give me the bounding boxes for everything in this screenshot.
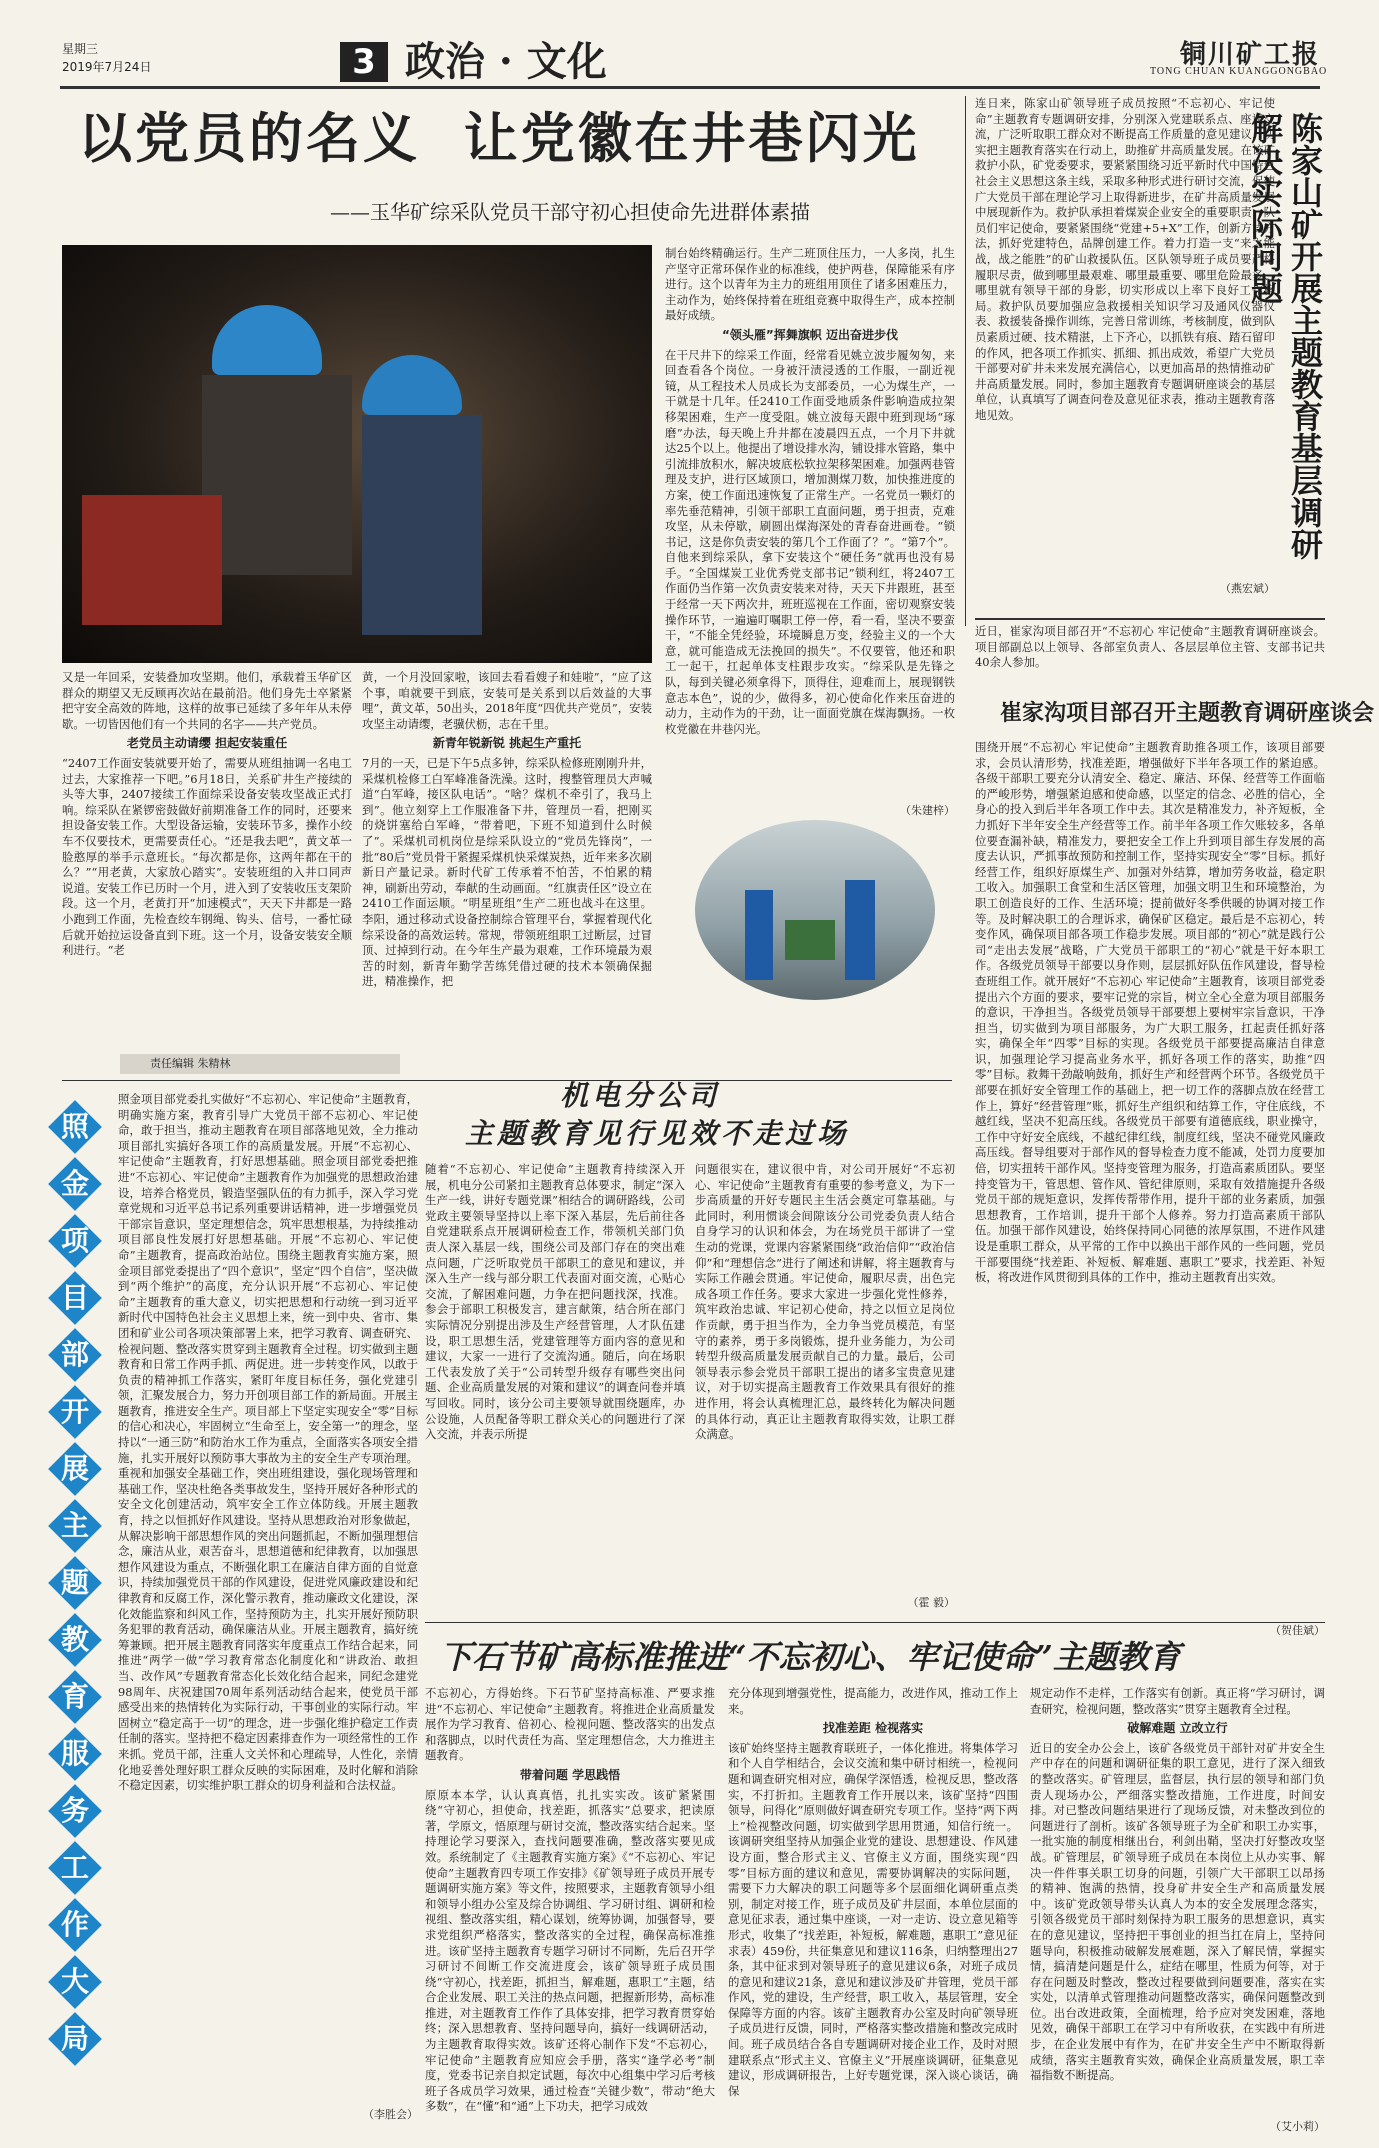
lead-para-5: 制台始终精确运行。生产二班顶住压力，一人多岗，扎生产坚守正常环保作业的标准线，使护两巷，保障能采有序进行。这个以青年为主力的班组用顶住了诸多困难压力，主动作为，始终保持着在班组竞赛中取得生产，成本控制最好成绩。 <box>665 246 955 323</box>
title-char: 育 <box>60 1680 89 1713</box>
cuijiagou-body: 围绕开展“不忘初心 牢记使命”主题教育助推各项工作，该项目部要求，会员认清形势，找准差距，增强做好下半年各项工作的紧迫感。各级干部职工要充分认清安全、稳定、廉洁、环保、经营等工作面临的严峻形势，增强紧迫感和使命感，以坚定的信念、必胜的信心，全身心的投入到后半年各项工作中去。其次是精准发力，补齐短板，全力抓好下半年安全生产经营等工作。前半年各项工作欠账较多，各单位要查漏补缺，精准发力，要把安全工作上升到项目部生存发展的高度去认识，严抓事故预防和控制工作，坚持实现安全“零”目标。抓好经营工作，组织好原煤生产、加强对外结算，增加劳务收益，稳定职工收入。加强职工食堂和生活区管理，加强文明卫生和环境整治，为职工创造良好的工作、生活环境；提前做好冬季供暖的协调对接工作等。及时解决职工的合理诉求，确保矿区稳定。最后是不忘初心，转变作风，确保项目部各项工作稳步发展。项目部的“初心”就是践行公司“走出去发展”战略，广大党员干部职工的“初心”就是干好本职工作。各级党员领导干部要以身作则，层层抓好队伍作风建设，督导检查班组工作。就开展好“不忘初心 牢记使命”主题教育，该项目部党委提出六个方面的要求，要牢记党的宗旨，树立全心全意为项目部服务的意识，干净担当。各级党员领导干部要想上要树牢宗旨意识，干净担当，切实做到为项目部服务，为广大职工服务，扛起责任抓好落实，确保全年“四零”目标的实现。各级党员干部要提高廉洁自律意识，加强理论学习提高业务水平，抓好各项工作的落实，助推“四零”目标。救舞干劲敲响鼓角，抓好生产和经营两个环节。各级党员干部要在抓好安全管理工作的基础上，把一切工作的落脚点放在经营工作上，算好“经营管理”账，抓好生产组织和结算工作，守住底线，不越红线，坚决不犯高压线。各级党员干部要有道德底线，职业操守，工作中守好安全底线，不越纪律红线，制度红线，坚决不碰党风廉政高压线。督导组要对于部作风的督导检查力度不能减，处罚力度要加倍，切实扭转干部作风。坚持变管理为服务，打造高素质团队。要坚持变管为干，管思想、管作风、管纪律原则，采取有效措施提升各级党员干部的规矩意识，发挥传帮带作用，提升干部的业务素质，加强思想教育，工作培训，提升干部个人修养。努力打造高素质干部队伍。加强干部作风建设，始终保持同心同德的浓厚氛围，不进作风建设是重职工群众，从平常的工作中以换出干部作风的一些问题，党员干部要围绕“找差距、补短板、解难题、惠职工”要求，找差距、补短板，将改进作风贯彻到具体的工作中，推动主题教育出实效。 <box>975 740 1325 1285</box>
divider-cuijiagou <box>975 618 1325 620</box>
lead-heading-2: 新青年锐新锐 挑起生产重托 <box>432 736 582 751</box>
lead-heading-1: 老党员主动请缨 担起安装重任 <box>126 736 288 751</box>
divider-right <box>965 96 966 626</box>
miners-photo <box>62 245 652 663</box>
xiashijie-para-6: 近日的安全办公会上，该矿各级党员干部针对矿井安全生产中存在的问题和调研征集的职工意见，进行了深入细致的整改落实。矿管理层，监督层，执行层的领导和部门负责人现场办公，严细落实整改措施，工作进度，时间安排。对已整改问题结果进行了现场反馈，对未整改到位的问题进行了剖析。该矿各领导班子为全矿和职工办实事，一批实施的制度相继出台，利剑出鞘，坚决打好整改攻坚战。矿管理层，矿领导班子成员在本岗位上从办实事、解决一件件事关职工切身的问题，引领广大干部职工以昂扬的精神、饱满的热情，投身矿井安全生产和高质量发展中。该矿党政领导带头认真人为本的安全发展理念落实，引领各级党员干部时刻保持为职工服务的思想意识，真实在的意见建议，坚持把干事创业的担当扛在肩上，坚持问题导向，积极推动破解发展难题，深入了解民情，掌握实情，搞清楚问题是什么，症结在哪里，性质为何等，对于存在问题及时整改，整改过程要做到问题要准，落实在实实处，以清单式管理推动问题整改落实，确保问题整改到位。出台改进政策，全面梳理，给予应对突发困难，落地见效，确保干部职工在学习中有所收获，在实践中有所进步，在企业发展中有作为，在矿井安全生产中不断取得新成绩，落实主题教育实效，确保企业高质量发展，职工幸福指数不断提高。 <box>1030 1740 1325 2083</box>
xiashijie-para-5: 规定动作不走样，工作落实有创新。真正将“学习研讨，调查研究，检视问题，整改落实”贯穿主题教育全过程。 <box>1030 1686 1325 1716</box>
jidian-title-line2: 主题教育见行见效不走过场 <box>465 1117 850 1150</box>
title-char: 务 <box>60 1794 89 1827</box>
xiashijie-heading-2: 找准差距 检视落实 <box>822 1721 924 1736</box>
paper-pinyin: TONG CHUAN KUANGGONGBAO <box>1150 66 1328 77</box>
title-char: 作 <box>60 1908 89 1941</box>
lead-col1 <box>62 670 352 1050</box>
jidian-col1: 随着“不忘初心、牢记使命”主题教育持续深入开展，机电分公司紧扣主题教育总体要求，制定“深入生产一线，讲好专题党课”相结合的调研路线，公司党政主要领导坚持以上率下深入基层，先后前往各自党建联系点开展调研检查工作，带领机关部门负责人深入基层一线，围绕公司及部门存在的突出难点问题，广泛听取党员干部职工的意见和建议，并深入生产一线与部分职工代表面对面交流，心贴心交流，了解困难问题，力争在把问题找深，找准。参会于部职工积极发言，建言献策，结合所在部门实际情况分别提出涉及生产经营管理，人才队伍建设，职工思想生活，党建管理等方面内容的意见和建议，大家一一进行了交流沟通。随后，向在场职工代表发放了关于“公司转型升级存有哪些突出问题、企业高质量发展的对策和建议”的调查问卷并填写回收。同时，该分公司主要领导就围绕题库，办公设施，人员配备等职工群众关心的问题进行了深入交流，并表示所提 <box>425 1162 685 1442</box>
cuijiagou-byline: （贺佳斌） <box>1270 1624 1325 1637</box>
xiashijie-para-1: 不忘初心，方得始终。下石节矿坚持高标准、严要求推进“不忘初心、牢记使命”主题教育。将推进企业高质量发展作为学习教育、倍初心、检视问题、整改落实的出发点和落脚点，以时代责任为高、坚定理想信念，大力推进主题教育。 <box>425 1686 715 1763</box>
lead-para-6: 在干尺井下的综采工作面，经常看见姚立波步履匆匆，来回查看各个岗位。一身被汗渍浸透的工作服，一副近视镜，从工程技术人员成长为支部委员，一心为煤生产，一干就是十几年。任2410工作面受地质条件影响造成拉架移架困难，生产一度受阻。姚立波每天跟中班到现场“琢磨”办法，每天晚上升井都在凌晨四五点，一个月下井就达25个以上。他提出了增设排水沟，铺设排水管路，集中引流排放积水，解决坡底松软拉架移架困难。加强两巷管理及支护，进行区域顶口，增加测煤刀数，加快推进度的方案，使工作面迅速恢复了正常生产。一名党员一颗灯的率先垂范精神，引领干部职工直面问题，勇于担责，克难攻坚，从未停歇，刷圆出煤海深处的青春奋进画卷。“锁书记，这是你负责安装的第几个工作面了？”。“第7个”。自他来到综采队，拿下安装这个“硬任务”就再也没有易手。“全国煤炭工业优秀党支部书记”锁利红，将2407工作面仍当作第一次负责安装来对待，天天下井跟班，甚至于经常一天下两次井，班班巡视在工作面，密切观察安装操作环节，一遍遍叮嘱职工停一停，看一看，坚决不要蛮干，“不能全凭经验，环境瞬息万变，经验主义的一个大意，就可能造成无法挽回的损失”。不仅要管，他还和职工一起干，扛起单体支柱跟步攻实。“综采队是先锋之队，每到关键必须拿得下，顶得住，迎难而上，展现钢铁意志本色”，说的少，做得多，初心使命化作来压奋进的动力，主动作为的干劲，让一面面党旗在煤海飘扬。一枚枚党徽在井巷闪光。 <box>665 347 955 736</box>
title-char: 开 <box>60 1395 89 1428</box>
lead-byline: （朱建梓） <box>900 804 955 817</box>
zhaojin-byline: （李胜会） <box>363 2108 418 2121</box>
lead-para-4: 7月的一天，已是下午5点多钟，综采队检修班刚刚升井，采煤机检修工白军峰准备洗澡。这时，搜整管理员大声喊道“白军峰，接区队电话”。“啥？煤机不牵引了，我马上到”。他立刻穿上工作服准备下井，管理员一看，把刚买的烧饼塞给白军峰，“带着吧，下班不知道到什么时候了”。采煤机司机岗位是综采队设立的“党员先锋岗”，一批“80后”党员骨干紧握采煤机快采煤炭热，近年来多次刷新日产量记录。新时代矿工传承着不怕苦，不怕累的精神，刷新出劳动，奉献的生动画面。“红旗责任区”设立在2410工作面运顺。“明星班组”生产二班也战斗在这里。李阳，通过移动式设备控制综合管理平台，掌握着现代化综采设备的高效运转。常规，带领班组职工过断层，过冒顶、过掉到行动。在今年生产最为艰难，工作环境最为艰苦的时刻，新青年勤学苦练凭借过硬的技术本领确保掘进，精准操作，把 <box>362 755 652 989</box>
editor-credit: 责任编辑 朱精林 <box>120 1054 400 1074</box>
title-char: 展 <box>60 1452 89 1485</box>
lead-heading-3: “领头雁”挥舞旗帜 迈出奋进步伐 <box>722 327 898 342</box>
xiashijie-byline: （艾小莉） <box>1270 2120 1325 2133</box>
divider-xiashijie <box>425 1622 1325 1623</box>
jidian-title-line1: 机电分公司 <box>560 1079 721 1112</box>
xiashijie-heading-3: 破解难题 立改立行 <box>1127 1721 1228 1736</box>
xiashijie-title: 下石节矿高标准推进“不忘初心、牢记使命”主题教育 <box>440 1638 1181 1676</box>
chenjiashan-byline: （燕宏斌） <box>1220 582 1275 595</box>
jidian-byline: （霍 毅） <box>907 1596 955 1609</box>
lead-para-3: 黄，一个月没回家啦，该回去看看嫂子和娃啦”，“应了这个事，咱就要干到底，安装可是关系到以后效益的大事哩”，黄文革，50出头，2018年度“四优共产党员”，安装攻坚主动请缨，老骥伏枥，志在千里。 <box>362 670 652 731</box>
title-char: 目 <box>60 1281 89 1314</box>
chenjiashan-body: 连日来，陈家山矿领导班子成员按照“不忘初心、牢记使命”主题教育专题调研安排，分别深入党建联系点、座谈交流，广泛听取职工群众对不断提高工作质量的意见建议，切实把主题教育落实在行动上，助推矿井高质量发展。在该矿救护小队，矿党委要求，要紧紧围绕习近平新时代中国特色社会主义思想这条主线，采取多种形式进行研讨交流，促使广大党员干部在理论学习上取得新进步，在矿井高质量发展中展现新作为。救护队承担着煤炭企业安全的重要职责，队员们牢记使命，要紧紧围绕“党建+5+X”工作，创新方式方法，抓好党建特色，品牌创建工作。着力打造一支“来之能战，战之能胜”的矿山救援队伍。区队领导班子成员要严格履职尽责，做到哪里最艰难、哪里最重要、哪里危险最多、哪里就有领导干部的身影，切实形成以上率下良好工作格局。救护队员要加强应急救援相关知识学习及通风仪器仪表、救援装备操作训练，完善日常训练，考核制度，做到队员素质过硬、技术精湛，上下齐心，以抓铁有痕、踏石留印的作风，把各项工作抓实、抓细、抓出成效，希望广大党员干部要对矿井未来发展充满信心，以更加高昂的热情推动矿井高质量发展。同时，参加主题教育专题调研座谈会的基层单位，认真填写了调查问卷及意见征求表，推动主题教育落地见效。 <box>975 96 1275 422</box>
title-char: 主 <box>60 1509 89 1542</box>
divider-middle <box>62 1080 952 1081</box>
xiashijie-heading-1: 带着问题 学思践悟 <box>519 1767 621 1782</box>
xiashijie-col1 <box>425 1686 715 2134</box>
weekday: 星期三 <box>62 42 99 56</box>
title-char: 题 <box>60 1566 89 1599</box>
lead-para-1: 又是一年回采，安装叠加攻坚期。他们，承载着玉华矿区群众的期望又无反顾再次站在最前沿。他们身先士卒紧紧把守安全高效的阵地，这样的故事已延续了多年年从未停歇。一切皆因他们有一个共同的名字——共产党员。 <box>62 670 352 731</box>
workshop-photo <box>695 820 935 1000</box>
title-char: 照 <box>60 1110 89 1143</box>
page-number: 3 <box>340 42 388 82</box>
lead-col3 <box>665 246 955 802</box>
header-rule <box>60 86 1320 89</box>
chenjiashan-title: 陈家山矿开展主题教育基层调研解决实际问题 <box>1246 112 1324 560</box>
lead-title: 以党员的名义 让党徽在井巷闪光 <box>78 107 920 170</box>
xiashijie-para-4: 该矿始终坚持主题教育联班子，一体化推进。将集体学习和个人自学相结合，会议交流和集中研讨相统一，检视问题和调查研究相对应，确保学深悟透，检视反思，整改落实，不打折扣。主题教育工作开展以来，该矿坚持“四围领导，问得化”原则做好调查研究专项工作。坚持“两下两上”检视整改问题，切实做到学思用贯通，知信行统一。该调研突组坚持从加强企业党的建设、思想建设、作风建设方面，整合形式主义、官僚主义方面，围绕实现“四零”目标方面的建议和意见，需要协调解决的实际问题，需要下力大解决的职工问题等多个层面细化调研重点类别，制定对接工作，班子成员及矿井层面，本单位层面的意见征求表，通过集中座谈，一对一走访、设立意见箱等形式，收集了“找差距，补短板，解难题，惠职工”意见征求表）459份，共征集意见和建议116条，归纳整理出27条，其中征求到对领导班子的意见建议6条，对班子成员的意见和建议21条，意见和建议涉及矿井管理，党员干部作风，党的建设，生产经营，职工收入，基层管理，安全保障等方面的内容。该矿主题教育办公室及时向矿领导班子成员进行反馈，同时，严格落实整改措施和整改完成时间。班子成员结合各自专题调研对接企业工作，及时对照建联系点“形式主义、官僚主义”开展座谈调研，征集意见建议，形成调研报告，上好专题党课，深入谈心谈话，确保 <box>728 1740 1018 2098</box>
lead-subtitle: ——玉华矿综采队党员干部守初心担使命先进群体素描 <box>330 200 810 224</box>
jidian-col2: 问题很实在，建议很中肯，对公司开展好“不忘初心、牢记使命”主题教育有重要的参考意义，为下一步高质量的开好专题民主生活会奠定可靠基础。与此同时，利用惯谈会间隙该分公司党委负责人结合自身学习的认识和体会，为在场党员干部讲了一堂生动的党课，党课内容紧紧围绕“政治信仰”“政治信仰”和“理想信念”进行了阐述和讲解，将主题教育与实际工作融会贯通。牢记使命，履职尽责，出色完成各项工作任务。要求大家进一步强化党性修养，筑牢政治忠诚、牢记初心使命，持之以恒立足岗位作贡献，勇于担当作为，全力争当党员模范，有坚守的素养，勇于多岗锻炼，提升业务能力，为公司转型升级高质量发展贡献自己的力量。最后，公司领导表示参会党员干部职工提出的诸多宝贵意见建议，对于切实提高主题教育工作效果具有很好的推进作用，将会认真梳理汇总，最终转化为解决问题的具体行动，真正让主题教育取得实效，让职工群众满意。 <box>695 1162 955 1442</box>
lead-col2 <box>362 670 652 1050</box>
zhaojin-title-diamonds <box>40 1100 110 2100</box>
xiashijie-para-3: 充分体现到增强党性，提高能力，改进作风，推动工作上来。 <box>728 1686 1018 1716</box>
title-char: 局 <box>60 2022 89 2055</box>
title-char: 工 <box>60 1851 89 1884</box>
xiashijie-para-2: 原原本本学，认认真真悟，扎扎实实改。该矿紧紧围绕“守初心，担使命，找差距，抓落实”总要求，把读原著，学原文，悟原理与研讨交流，整改落实结合起来。坚持理论学习要深入，查找问题要准确，整改落实要见成效。系统制定了《主题教育实施方案》《“不忘初心、牢记使命”主题教育四专项工作安排》《矿领导班子成员开展专题调研实施方案》等文件，按照要求，主题教育领导小组和领导小组办公室及综合协调组、学习研讨组、调研和检视组、整改落实组，精心谋划，统筹协调，加强督导，要求党组织严格落实，整改落实的全过程，确保高标准推进。该矿坚持主题教育专题学习研讨不同断，先后召开学习研讨不间断工作交流进度会，该矿领导班子成员围绕“守初心，找差距，抓担当，解难题，惠职工”主题，结合企业发展、职工关注的热点问题，把握新形势，高标准推进，对主题教育工作作了具体安排，把学习教育贯穿始终；深入思想教育、坚持问题导向，搞好一线调研活动，为主题教育取得实效。该矿还将心制作下发“不忘初心，牢记使命”主题教育应知应会手册，落实“逢学必考”制度，党委书记亲自拟定试题，每次中心组集中学习后考核班子各成员学习效果，通过检查“关键少数”，带动“绝大多数”，在“懂”和“通”上下功夫，把学习成效 <box>425 1787 715 2114</box>
section-title: 政治 · 文化 <box>405 38 607 85</box>
cuijiagou-intro: 近日，崔家沟项目部召开“不忘初心 牢记使命”主题教育调研座谈会。项目部副总以上领导、各部室负责人、各层层单位主管、支部书记共40余人参加。 <box>975 624 1325 670</box>
title-char: 金 <box>60 1167 89 1200</box>
title-char: 项 <box>60 1224 89 1257</box>
cuijiagou-title: 崔家沟项目部召开主题教育调研座谈会 <box>1000 701 1375 726</box>
date: 2019年7月24日 <box>62 60 152 74</box>
paper-name: 铜川矿工报 <box>1180 40 1321 70</box>
title-char: 部 <box>60 1338 89 1371</box>
title-char: 大 <box>60 1965 89 1998</box>
zhaojin-body: 照金项目部党委扎实做好“不忘初心、牢记使命”主题教育，明确实施方案，教育引导广大党员干部不忘初心、牢记使命，敢于担当，推动主题教育在项目部落地见效，全力推动项目部扎实搞好各项工作的高质量发展。开展“不忘初心、牢记使命”主题教育，打好思想基础。照金项目部党委把推进“不忘初心、牢记使命”主题教育作为加强党的思想政治建设，培养合格党员，锻造坚强队伍的有力抓手，深入学习党章党规和习近平总书记系列重要讲话精神，进一步增强党员干部宗旨意识，坚定理想信念，筑牢思想根基，为持续推动项目部良性发展打好思想基础。开展“不忘初心、牢记使命”主题教育，提高政治站位。围绕主题教育实施方案，照金项目部党委提出了“四个意识”，坚定“四个自信”，坚决做到“两个维护”的高度，充分认识开展“不忘初心、牢记使命”主题教育的重大意义，切实把思想和行动统一到习近平新时代中国特色社会主义思想上来，统一到中央、省市、集团和矿业公司各项决策部署上来，把学习教育、调查研究、检视问题、整改落实贯穿到主题教育全过程。切实做到主题教育和日常工作两手抓、两促进。进一步转变作风，以敢于负责的精神抓工作落实，紧盯年度目标任务，强化党建引领，汇聚发展合力，努力开创项目部工作的新局面。开展主题教育，推进安全生产。项目部上下坚定实现安全“零”目标的信心和决心，牢固树立“生命至上，安全第一”的理念，坚持以“一通三防”和防治水工作为重点，全面落实各项安全措施，扎实开展好以预防事大事故为主的安全生产专项治理。重视和加强安全基础工作，突出班组建设，强化现场管理和基础工作，坚决杜绝各类事故发生，坚持开展好各种形式的安全文化创建活动，筑牢安全工作立体防线。开展主题教育，持之以恒抓好作风建设。坚持从思想政治对形象做起，从解决影响干部思想作风的突出问题抓起，不断加强理想信念，廉洁从业，艰苦奋斗，思想道德和纪律教育，以加强思想作风建设为重点，不断强化职工在廉洁自律方面的自觉意识，持续加强党员干部的作风建设，促进党风廉政建设和纪律教育和反腐工作，深化警示教育，推动廉政文化建设，深化效能监察和纠风工作，坚持预防为主，扎实开展好预防职务犯罪的教育活动，确保廉洁从业。开展主题教育，搞好统筹兼顾。把开展主题教育同落实年度重点工作结合起来，同推进“两学一做”学习教育常态化制度化和“讲政治、敢担当、改作风”专题教育常态化长效化结合起来，同纪念建党98周年、庆祝建国70周年系列活动结合起来，使党员干部感受出来的热情转化为实际行动，干事创业的实际行动。牢固树立“稳定高于一切”的理念，进一步强化维护稳定工作责任制的落实。坚持把不稳定因素排查作为一项经常性的工作来抓。党员干部，注重人文关怀和心理疏导，人性化，亲情化地妥善处理好职工群众反映的实际困难，及时化解和消除不稳定因素，切实维护职工群众的切身利益和合法权益。 <box>118 1092 418 1793</box>
title-char: 服 <box>60 1737 89 1770</box>
lead-para-2: “2407工作面安装就要开始了，需要从班组抽调一名电工过去，大家推荐一下吧。”6月18日，关系矿井生产接续的头等大事，2407接续工作面综采设备安装攻坚战正式打响。综采队在紧锣密鼓做好前期准备工作的同时，还要来担设备安装工作。大型设备运输，安装环节多，操作小绞车不仅要技术，更需要责任心。“还是我去吧”，黄文革一脸憨厚的举手示意班长。“每次都是你，这两年都在干的么？”“用老黄，大家放心踏实”。安装班组的入井口同声说道。安装工作已历时一个月，进入到了安装收压支架阶段。这一个月，老黄打开“加速模式”，天天下井都是一路小跑到工作面，先检查绞车钢绳、钩头、信号，一番忙碌后就开始拉运设备直到下班。这一个月，设备安装安全顺利进行。“老 <box>62 755 352 958</box>
xiashijie-col3 <box>1030 1686 1325 2116</box>
xiashijie-col2 <box>728 1686 1018 2134</box>
title-char: 教 <box>60 1623 89 1656</box>
